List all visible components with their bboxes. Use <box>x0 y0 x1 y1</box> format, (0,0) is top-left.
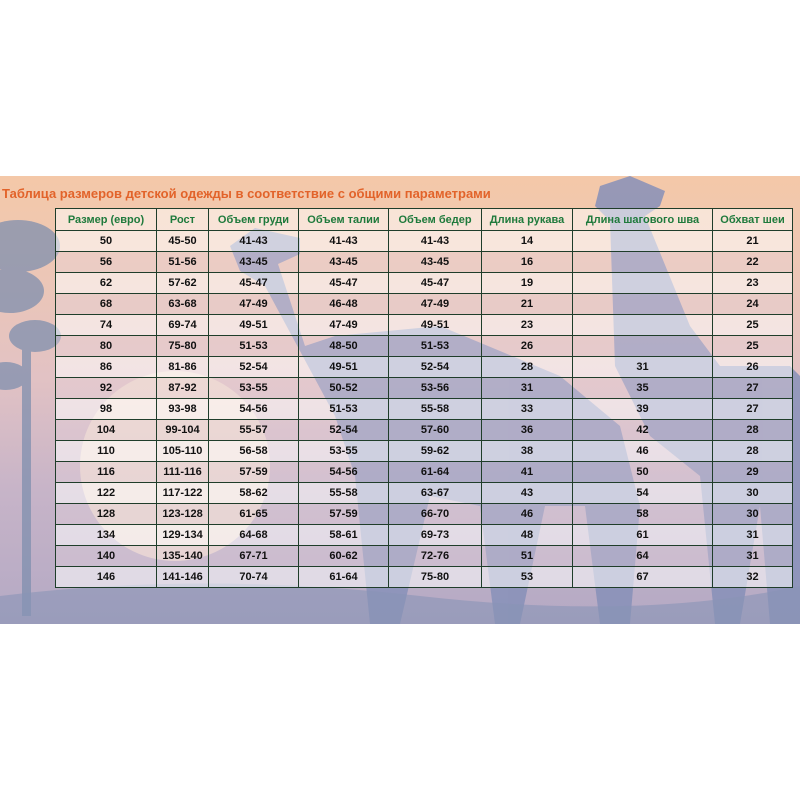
table-cell <box>573 273 713 294</box>
table-cell: 59-62 <box>389 441 482 462</box>
table-cell: 105-110 <box>157 441 209 462</box>
table-cell: 61-64 <box>299 567 389 588</box>
table-cell: 19 <box>482 273 573 294</box>
table-cell: 134 <box>56 525 157 546</box>
table-cell: 45-47 <box>299 273 389 294</box>
table-cell: 25 <box>713 336 793 357</box>
table-cell: 26 <box>482 336 573 357</box>
table-cell: 61-64 <box>389 462 482 483</box>
table-cell: 53-55 <box>209 378 299 399</box>
table-cell: 57-62 <box>157 273 209 294</box>
table-row <box>56 315 793 336</box>
table-cell: 43 <box>482 483 573 504</box>
table-cell: 49-51 <box>389 315 482 336</box>
table-cell: 48 <box>482 525 573 546</box>
table-cell: 29 <box>713 462 793 483</box>
table-cell: 43-45 <box>209 252 299 273</box>
column-header: Обхват шеи <box>713 209 793 231</box>
table-cell: 27 <box>713 378 793 399</box>
column-header: Размер (евро) <box>56 209 157 231</box>
table-cell: 63-68 <box>157 294 209 315</box>
table-cell: 64 <box>573 546 713 567</box>
column-header: Объем бедер <box>389 209 482 231</box>
table-cell: 52-54 <box>209 357 299 378</box>
table-cell: 70-74 <box>209 567 299 588</box>
table-cell: 110 <box>56 441 157 462</box>
table-cell: 16 <box>482 252 573 273</box>
table-cell: 28 <box>713 420 793 441</box>
table-cell: 47-49 <box>389 294 482 315</box>
table-cell: 57-59 <box>209 462 299 483</box>
table-cell: 24 <box>713 294 793 315</box>
table-cell: 31 <box>713 525 793 546</box>
table-cell: 41-43 <box>209 231 299 252</box>
table-cell: 35 <box>573 378 713 399</box>
table-cell: 32 <box>713 567 793 588</box>
table-row <box>56 567 793 588</box>
table-cell: 14 <box>482 231 573 252</box>
table-row <box>56 483 793 504</box>
table-cell: 55-58 <box>299 483 389 504</box>
table-cell: 31 <box>482 378 573 399</box>
table-row <box>56 378 793 399</box>
table-cell: 140 <box>56 546 157 567</box>
size-table <box>55 208 793 588</box>
table-cell: 62 <box>56 273 157 294</box>
table-cell: 75-80 <box>389 567 482 588</box>
table-cell: 55-57 <box>209 420 299 441</box>
table-cell: 23 <box>713 273 793 294</box>
table-cell: 51 <box>482 546 573 567</box>
table-cell: 51-56 <box>157 252 209 273</box>
column-header: Объем груди <box>209 209 299 231</box>
table-header-row <box>56 209 793 231</box>
table-cell: 58-61 <box>299 525 389 546</box>
table-cell: 46-48 <box>299 294 389 315</box>
table-cell: 54-56 <box>209 399 299 420</box>
table-cell: 74 <box>56 315 157 336</box>
table-cell: 122 <box>56 483 157 504</box>
table-cell: 53-55 <box>299 441 389 462</box>
table-cell: 57-60 <box>389 420 482 441</box>
table-cell: 53-56 <box>389 378 482 399</box>
table-cell: 45-50 <box>157 231 209 252</box>
table-cell: 141-146 <box>157 567 209 588</box>
table-row <box>56 336 793 357</box>
table-cell: 61 <box>573 525 713 546</box>
table-cell: 46 <box>573 441 713 462</box>
table-cell: 49-51 <box>299 357 389 378</box>
table-cell: 21 <box>713 231 793 252</box>
table-cell: 57-59 <box>299 504 389 525</box>
table-cell: 146 <box>56 567 157 588</box>
table-cell: 45-47 <box>389 273 482 294</box>
table-cell: 22 <box>713 252 793 273</box>
table-cell: 43-45 <box>389 252 482 273</box>
table-cell <box>573 315 713 336</box>
table-cell: 49-51 <box>209 315 299 336</box>
table-cell: 58-62 <box>209 483 299 504</box>
table-cell: 45-47 <box>209 273 299 294</box>
table-body <box>56 231 793 588</box>
table-cell: 41-43 <box>389 231 482 252</box>
table-cell: 47-49 <box>209 294 299 315</box>
table-cell: 123-128 <box>157 504 209 525</box>
table-cell: 41-43 <box>299 231 389 252</box>
table-cell: 129-134 <box>157 525 209 546</box>
table-cell: 68 <box>56 294 157 315</box>
table-cell: 69-73 <box>389 525 482 546</box>
table-row <box>56 462 793 483</box>
table-cell: 61-65 <box>209 504 299 525</box>
table-cell: 52-54 <box>389 357 482 378</box>
table-cell: 50-52 <box>299 378 389 399</box>
column-header: Рост <box>157 209 209 231</box>
table-row <box>56 525 793 546</box>
table-cell: 31 <box>713 546 793 567</box>
table-cell: 51-53 <box>299 399 389 420</box>
table-cell: 117-122 <box>157 483 209 504</box>
table-cell: 42 <box>573 420 713 441</box>
table-cell: 23 <box>482 315 573 336</box>
table-cell: 51-53 <box>389 336 482 357</box>
table-cell: 21 <box>482 294 573 315</box>
table-cell: 31 <box>573 357 713 378</box>
table-cell: 92 <box>56 378 157 399</box>
page-title: Таблица размеров детской одежды в соответствие с общими параметрами <box>2 186 491 201</box>
table-cell: 50 <box>573 462 713 483</box>
table-row <box>56 252 793 273</box>
table-row <box>56 546 793 567</box>
table-cell: 41 <box>482 462 573 483</box>
table-cell <box>573 294 713 315</box>
table-cell: 67-71 <box>209 546 299 567</box>
table-cell: 50 <box>56 231 157 252</box>
table-cell: 36 <box>482 420 573 441</box>
table-cell: 33 <box>482 399 573 420</box>
table-row <box>56 504 793 525</box>
table-cell: 39 <box>573 399 713 420</box>
table-cell: 28 <box>482 357 573 378</box>
table-cell: 51-53 <box>209 336 299 357</box>
table-cell: 72-76 <box>389 546 482 567</box>
table-cell <box>573 231 713 252</box>
table-cell: 93-98 <box>157 399 209 420</box>
column-header: Длина рукава <box>482 209 573 231</box>
table-cell: 135-140 <box>157 546 209 567</box>
table-cell: 55-58 <box>389 399 482 420</box>
table-cell: 99-104 <box>157 420 209 441</box>
table-cell: 26 <box>713 357 793 378</box>
table-cell: 63-67 <box>389 483 482 504</box>
column-header: Длина шагового шва <box>573 209 713 231</box>
table-cell: 98 <box>56 399 157 420</box>
table-cell: 128 <box>56 504 157 525</box>
table-cell: 53 <box>482 567 573 588</box>
table-cell: 58 <box>573 504 713 525</box>
table-cell: 67 <box>573 567 713 588</box>
table-cell: 30 <box>713 483 793 504</box>
table-row <box>56 441 793 462</box>
table-cell: 52-54 <box>299 420 389 441</box>
table-cell: 81-86 <box>157 357 209 378</box>
tree-silhouette <box>0 220 61 616</box>
table-cell: 75-80 <box>157 336 209 357</box>
table-cell: 60-62 <box>299 546 389 567</box>
table-cell: 30 <box>713 504 793 525</box>
table-cell: 56-58 <box>209 441 299 462</box>
table-cell: 104 <box>56 420 157 441</box>
table-cell: 54 <box>573 483 713 504</box>
table-cell: 111-116 <box>157 462 209 483</box>
table-cell: 87-92 <box>157 378 209 399</box>
table-row <box>56 294 793 315</box>
table-cell: 69-74 <box>157 315 209 336</box>
table-cell: 28 <box>713 441 793 462</box>
table-cell: 43-45 <box>299 252 389 273</box>
table-cell: 46 <box>482 504 573 525</box>
table-cell <box>573 336 713 357</box>
table-cell: 38 <box>482 441 573 462</box>
table-cell: 80 <box>56 336 157 357</box>
table-cell: 66-70 <box>389 504 482 525</box>
column-header: Объем талии <box>299 209 389 231</box>
size-chart-banner <box>0 176 800 624</box>
table-cell <box>573 252 713 273</box>
table-row <box>56 420 793 441</box>
table-cell: 116 <box>56 462 157 483</box>
table-cell: 54-56 <box>299 462 389 483</box>
table-cell: 48-50 <box>299 336 389 357</box>
table-row <box>56 231 793 252</box>
table-cell: 64-68 <box>209 525 299 546</box>
table-cell: 25 <box>713 315 793 336</box>
table-cell: 27 <box>713 399 793 420</box>
table-row <box>56 357 793 378</box>
table-row <box>56 273 793 294</box>
table-cell: 47-49 <box>299 315 389 336</box>
table-row <box>56 399 793 420</box>
table-cell: 56 <box>56 252 157 273</box>
table-cell: 86 <box>56 357 157 378</box>
